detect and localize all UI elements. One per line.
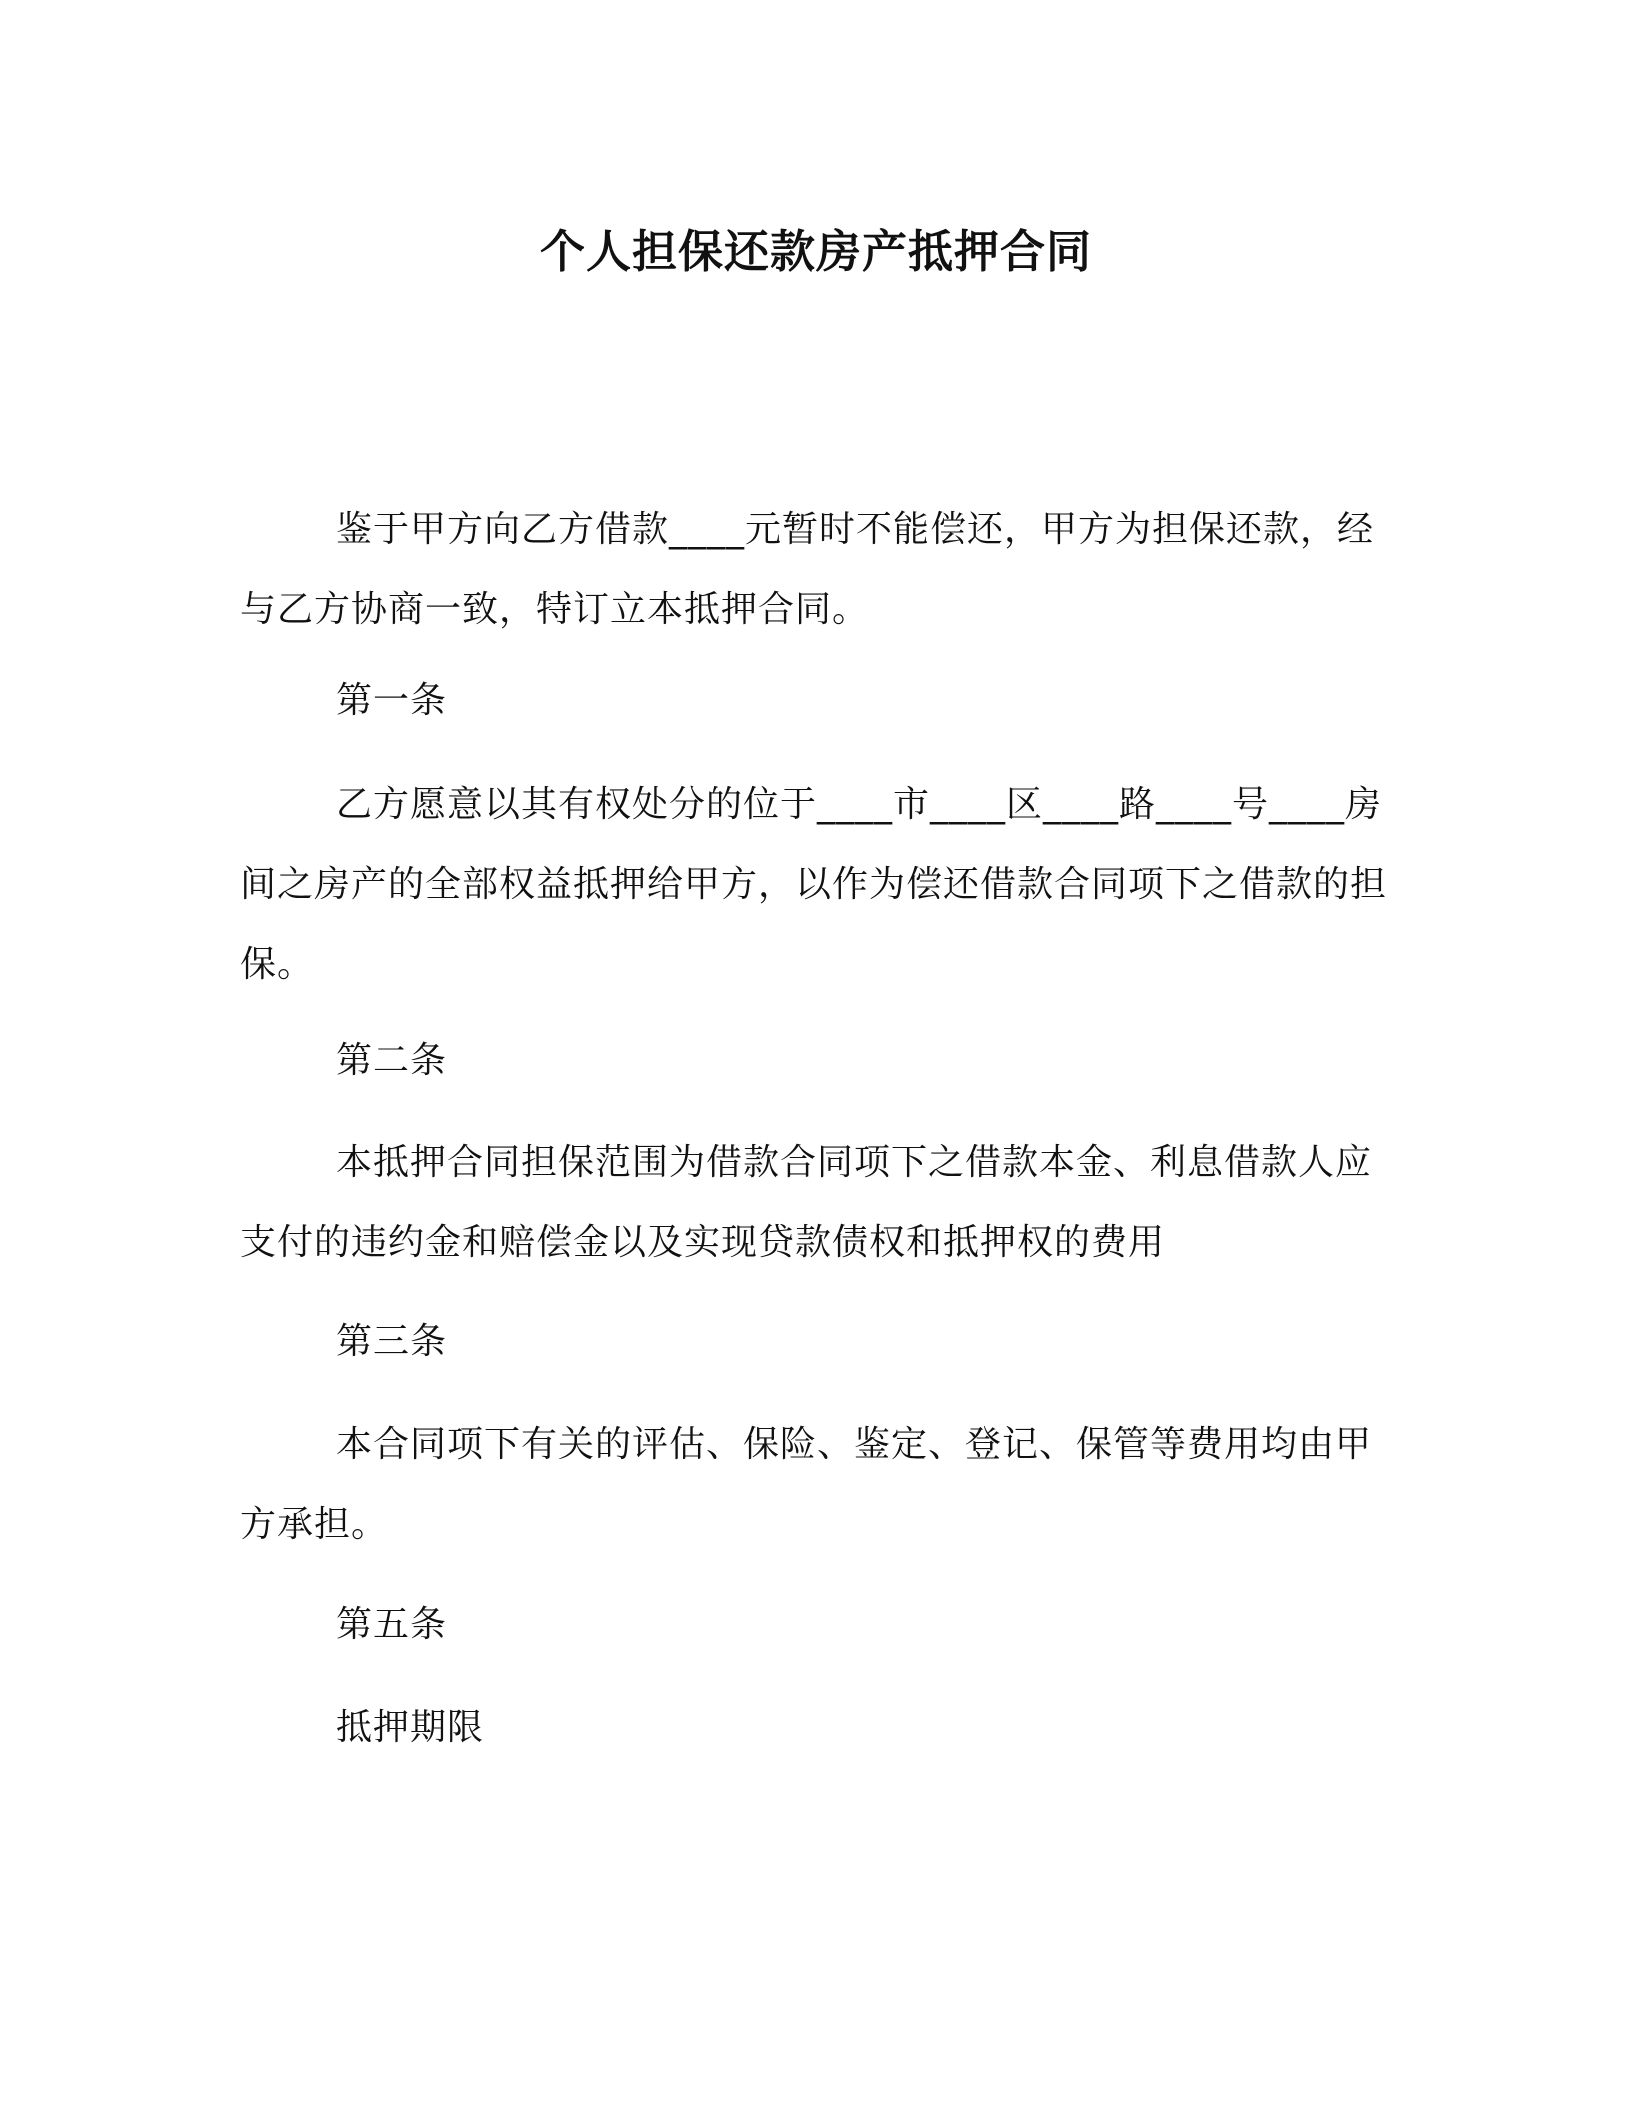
article-3-text: 本合同项下有关的评估、保险、鉴定、登记、保管等费用均由甲方承担。 <box>240 1424 1373 1545</box>
article-2-heading: 第二条 <box>336 1040 448 1081</box>
article-5-subheading: 抵押期限 <box>336 1707 485 1748</box>
article-1-text: 乙方愿意以其有权处分的位于____市____区____路____号____房间之房产的全部权益抵押给甲方，以作为偿还借款合同项下之借款的担保。 <box>240 784 1388 985</box>
article-5-heading: 第五条 <box>336 1604 448 1645</box>
preamble-paragraph: 鉴于甲方向乙方借款____元暂时不能偿还，甲方为担保还款，经与乙方协商一致，特订立本抵押合同。 <box>240 509 1375 630</box>
document-title: 个人担保还款房产抵押合同 <box>539 225 1092 278</box>
article-2-text: 本抵押合同担保范围为借款合同项下之借款本金、利息借款人应支付的违约金和赔偿金以及实现贷款债权和抵押权的费用 <box>240 1142 1373 1263</box>
article-3-heading: 第三条 <box>336 1321 448 1362</box>
article-1-heading: 第一条 <box>336 680 448 721</box>
